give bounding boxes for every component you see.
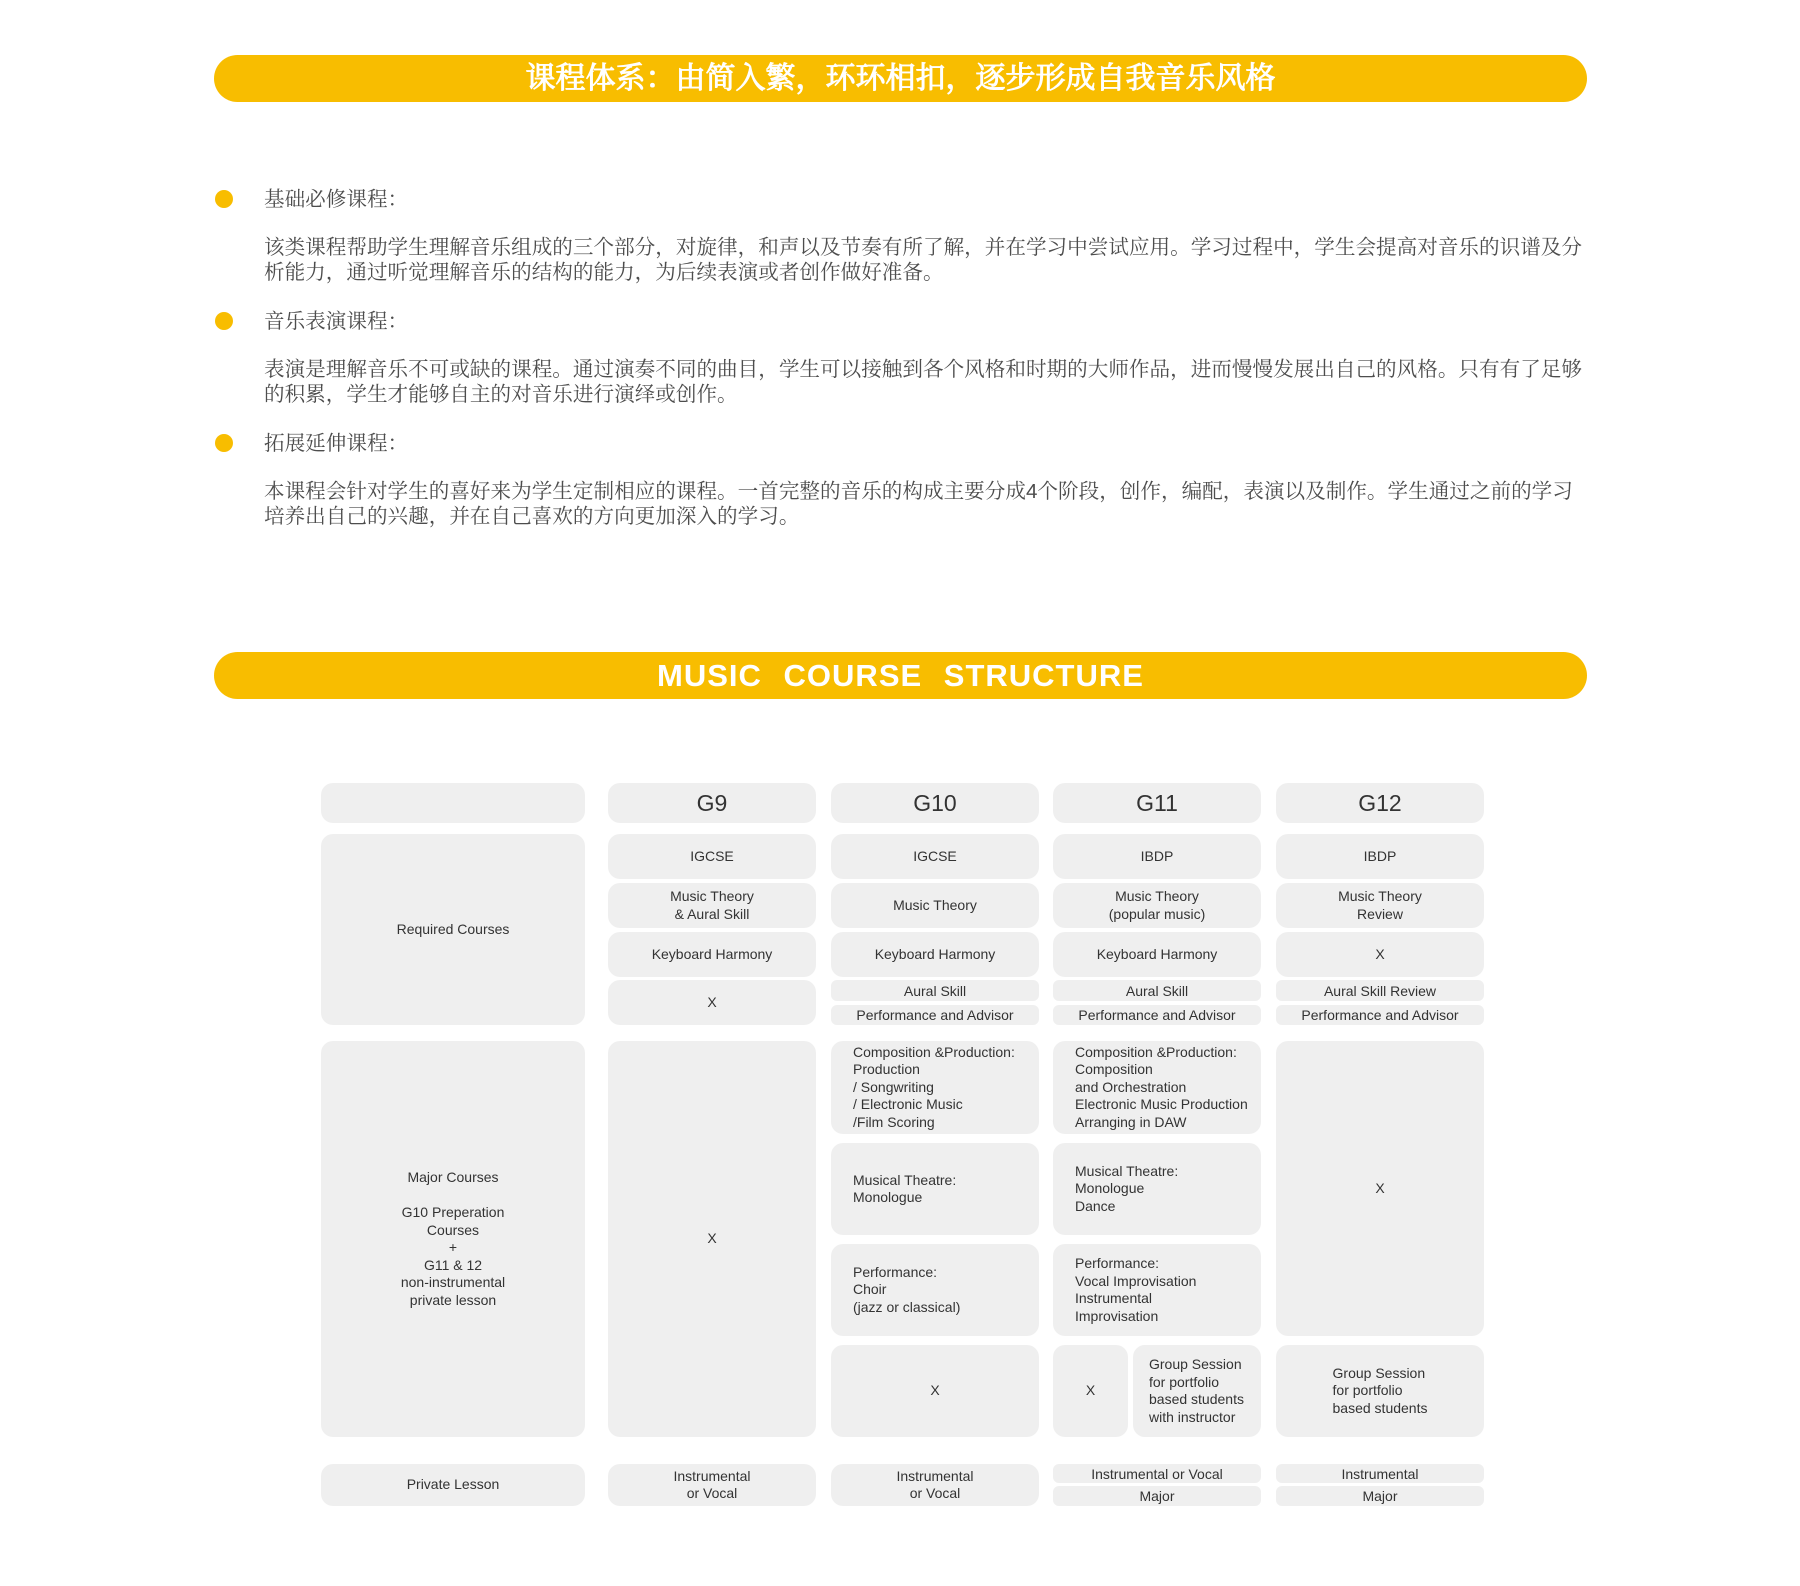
g9-aural-cell bbox=[608, 980, 816, 1025]
g9-major-cell bbox=[608, 1041, 816, 1437]
course-label: Aural Skill Review bbox=[1323, 982, 1437, 999]
g11-group-flag-cell bbox=[1053, 1345, 1128, 1437]
course-label: Instrumental or Vocal bbox=[1091, 1465, 1223, 1482]
course-label: Group Session for portfolio based students with instructor bbox=[1149, 1356, 1244, 1425]
curriculum-title: 课程体系：由简入繁，环环相扣，逐步形成自我音乐风格 bbox=[525, 62, 1276, 95]
course-label: Composition &Production: Composition and Orchestration Electronic Music Production Arranging in DAW bbox=[1075, 1043, 1248, 1130]
g11-keyboard-cell bbox=[1053, 932, 1261, 977]
course-label: Music Theory Review bbox=[1338, 888, 1422, 922]
grade-header-g12 bbox=[1276, 783, 1484, 823]
g11-composition-cell bbox=[1053, 1041, 1261, 1134]
grade-header-g10 bbox=[831, 783, 1039, 823]
course-label: Group Session for portfolio based students bbox=[1332, 1364, 1428, 1416]
structure-title-bar bbox=[214, 652, 1587, 699]
course-label: X bbox=[707, 1230, 717, 1247]
g11-group-cell bbox=[1133, 1345, 1261, 1437]
curriculum-item-heading: 基础必修课程： bbox=[264, 188, 409, 211]
g10-private-cell bbox=[831, 1464, 1039, 1506]
course-label: Keyboard Harmony bbox=[1096, 945, 1218, 962]
g10-performance-cell bbox=[831, 1244, 1039, 1336]
curriculum-item-heading: 拓展延伸课程： bbox=[264, 432, 409, 455]
course-label: Music Theory bbox=[893, 896, 977, 913]
g10-aural-cell bbox=[831, 980, 1039, 1001]
curriculum-item-text: 该类课程帮助学生理解音乐组成的三个部分，对旋律，和声以及节奏有所了解，并在学习中尝试应用。学习过程中，学生会提高对音乐的识谱及分析能力，通过听觉理解音乐的结构的能力，为后续表演或者创作做好准备。 bbox=[264, 236, 1582, 285]
row-label: Major Courses G10 Preperation Courses + G11 & 12 non-instrumental private lesson bbox=[400, 1169, 506, 1308]
g10-exam-cell bbox=[831, 834, 1039, 879]
course-label: X bbox=[1085, 1382, 1096, 1399]
course-label: Keyboard Harmony bbox=[651, 945, 773, 962]
g10-group-cell bbox=[831, 1345, 1039, 1437]
curriculum-title-bar bbox=[214, 55, 1587, 102]
course-label: Major bbox=[1139, 1488, 1175, 1504]
curriculum-item-text: 表演是理解音乐不可或缺的课程。通过演奏不同的曲目，学生可以接触到各个风格和时期的大师作品，进而慢慢发展出自己的风格。只有有了足够的积累，学生才能够自主的对音乐进行演绎或创作。 bbox=[264, 358, 1582, 407]
g12-theory-cell bbox=[1276, 883, 1484, 928]
g12-private-type-cell bbox=[1276, 1464, 1484, 1483]
grade-label: G10 bbox=[913, 790, 957, 816]
course-label: X bbox=[1375, 1179, 1385, 1196]
course-label: Music Theory & Aural Skill bbox=[670, 888, 754, 922]
grade-label: G9 bbox=[696, 790, 728, 816]
private-lesson-label bbox=[321, 1464, 585, 1506]
course-label: Keyboard Harmony bbox=[874, 945, 996, 962]
g11-theory-cell bbox=[1053, 883, 1261, 928]
row-label: Required Courses bbox=[396, 920, 510, 937]
curriculum-item-heading: 音乐表演课程： bbox=[264, 310, 409, 333]
g9-keyboard-cell bbox=[608, 932, 816, 977]
exam-label: IGCSE bbox=[690, 847, 734, 864]
course-label: Performance and Advisor bbox=[856, 1007, 1014, 1023]
required-courses-label bbox=[321, 834, 585, 1025]
course-label: X bbox=[707, 993, 717, 1010]
g10-theory-cell bbox=[831, 883, 1039, 928]
course-label: Major bbox=[1362, 1488, 1398, 1504]
grade-header-g11 bbox=[1053, 783, 1261, 823]
row-label: Private Lesson bbox=[406, 1476, 500, 1493]
structure-title: MUSIC COURSE STRUCTURE bbox=[657, 658, 1144, 693]
grade-label: G12 bbox=[1358, 790, 1402, 816]
g11-performance-cell bbox=[1053, 1244, 1261, 1336]
g12-keyboard-cell bbox=[1276, 932, 1484, 977]
course-label: Performance and Advisor bbox=[1078, 1007, 1236, 1023]
g12-major-cell bbox=[1276, 1041, 1484, 1336]
g11-private-level-cell bbox=[1053, 1486, 1261, 1506]
g10-keyboard-cell bbox=[831, 932, 1039, 977]
grade-label: G11 bbox=[1136, 790, 1178, 816]
g10-composition-cell bbox=[831, 1041, 1039, 1134]
header-corner-cell bbox=[321, 783, 585, 823]
g11-exam-cell bbox=[1053, 834, 1261, 879]
course-label: Instrumental bbox=[1341, 1465, 1419, 1482]
course-label: Instrumental or Vocal bbox=[673, 1467, 751, 1501]
g12-group-cell bbox=[1276, 1345, 1484, 1437]
major-courses-label bbox=[321, 1041, 585, 1437]
g9-theory-cell bbox=[608, 883, 816, 928]
g11-theatre-cell bbox=[1053, 1143, 1261, 1235]
course-label: Composition &Production: Production / Songwriting / Electronic Music /Film Scoring bbox=[853, 1043, 1015, 1130]
g12-private-level-cell bbox=[1276, 1486, 1484, 1506]
exam-label: IGCSE bbox=[913, 847, 957, 864]
course-label: Instrumental or Vocal bbox=[896, 1467, 974, 1501]
course-label: Music Theory (popular music) bbox=[1108, 888, 1206, 922]
curriculum-item-text: 本课程会针对学生的喜好来为学生定制相应的课程。一首完整的音乐的构成主要分成4个阶段，创作，编配，表演以及制作。学生通过之前的学习培养出自己的兴趣，并在自己喜欢的方向更加深入的学习。 bbox=[264, 480, 1573, 529]
g12-advisor-cell bbox=[1276, 1005, 1484, 1025]
g12-exam-cell bbox=[1276, 834, 1484, 879]
course-label: Performance: Choir (jazz or classical) bbox=[853, 1263, 961, 1315]
bullet-dot-icon bbox=[215, 312, 233, 330]
course-label: Performance: Vocal Improvisation Instrumental Improvisation bbox=[1075, 1255, 1197, 1324]
course-label: Musical Theatre: Monologue bbox=[853, 1171, 957, 1205]
g11-aural-cell bbox=[1053, 980, 1261, 1001]
g10-theatre-cell bbox=[831, 1143, 1039, 1235]
course-label: Aural Skill bbox=[903, 982, 967, 999]
exam-label: IBDP bbox=[1363, 847, 1397, 864]
exam-label: IBDP bbox=[1140, 847, 1174, 864]
g11-advisor-cell bbox=[1053, 1005, 1261, 1025]
g10-advisor-cell bbox=[831, 1005, 1039, 1025]
g9-exam-cell bbox=[608, 834, 816, 879]
course-label: Musical Theatre: Monologue Dance bbox=[1075, 1162, 1179, 1214]
bullet-dot-icon bbox=[215, 434, 233, 452]
grade-header-g9 bbox=[608, 783, 816, 823]
g11-private-type-cell bbox=[1053, 1464, 1261, 1483]
course-label: Performance and Advisor bbox=[1301, 1007, 1459, 1023]
course-label: Aural Skill bbox=[1125, 982, 1189, 999]
course-label: X bbox=[1375, 945, 1385, 962]
course-label: X bbox=[930, 1382, 940, 1399]
g9-private-cell bbox=[608, 1464, 816, 1506]
g12-aural-cell bbox=[1276, 980, 1484, 1001]
bullet-dot-icon bbox=[215, 190, 233, 208]
